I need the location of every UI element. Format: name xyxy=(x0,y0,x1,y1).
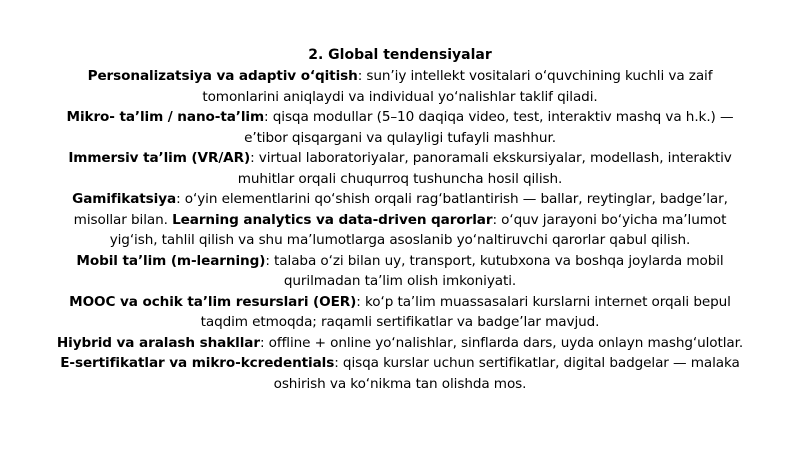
paragraph-mooc xyxy=(50,292,750,333)
term-immersive: Immersiv ta’lim (VR/AR) xyxy=(68,150,251,166)
paragraph-immersive xyxy=(50,148,750,189)
term-mobile: Mobil ta’lim (m-learning) xyxy=(76,252,266,269)
slide-content xyxy=(50,66,750,394)
slide-title: 2. Global tendensiyalar xyxy=(308,47,492,63)
paragraph-microlearning xyxy=(50,107,750,148)
text-certificates: : qisqa kurslar uchun sertifikatlar, digital badgelar — malaka oshirish va ko‘nikma tan olishda mos. xyxy=(273,355,740,392)
paragraph-mobile xyxy=(50,251,750,292)
text-gamification: : o‘yin elementlarini qo‘shish orqali rag‘batlantirish — ballar, reytinglar, badge’lar, misollar bilan. xyxy=(73,191,728,228)
text-mobile: : talaba o‘zi bilan uy, transport, kutubxona va boshqa joylarda mobil qurilmadan ta’lim olish imkoniyati. xyxy=(265,252,724,289)
term-mooc: MOOC va ochik ta’lim resurslari (OER) xyxy=(69,293,357,310)
text-personalization: : sun’iy intellekt vositalari o‘quvchining kuchli va zaif tomonlarini aniqlaydi va individual yo‘nalishlar taklif qiladi. xyxy=(202,68,713,105)
term-hybrid: Hiybrid va aralash shakllar xyxy=(56,334,260,351)
paragraph-hybrid xyxy=(50,333,750,354)
text-mooc: : ko‘p ta’lim muassasalari kurslarni internet orqali bepul taqdim etmoqda; raqamli sertifikatlar va badge’lar mavjud. xyxy=(200,293,731,330)
text-microlearning: : qisqa modullar (5–10 daqiqa video, test, interaktiv mashq va h.k.) — e’tibor qisqargani va qulayligi tufayli mashhur. xyxy=(244,109,734,146)
text-immersive: : virtual laboratoriyalar, panoramali ekskursiyalar, modellash, interaktiv muhitlar orqali chuqurroq tushuncha hosil qilish. xyxy=(237,150,732,187)
text-hybrid: : offline + online yo‘nalishlar, sinflarda dars, uyda onlayn mashg‘ulotlar. xyxy=(259,334,744,351)
text-learning-analytics: : o‘quv jarayoni bo‘yicha ma’lumot yig‘ish, tahlil qilish va shu ma’lumotlarga asoslanib yo‘naltiruvchi qarorlar qabul qilish. xyxy=(109,211,727,248)
term-gamification: Gamifikatsiya xyxy=(72,191,177,207)
paragraph-certificates xyxy=(50,353,750,394)
paragraph-personalization xyxy=(50,66,750,107)
term-certificates: E-sertifikatlar va mikro-kcredentials xyxy=(60,355,335,371)
term-learning-analytics: Learning analytics va data-driven qarorlar xyxy=(172,211,493,228)
paragraph-gamification-analytics xyxy=(50,189,750,251)
term-microlearning: Mikro- ta’lim / nano-ta’lim xyxy=(66,109,265,125)
term-personalization: Personalizatsiya va adaptiv o‘qitish xyxy=(87,68,358,84)
